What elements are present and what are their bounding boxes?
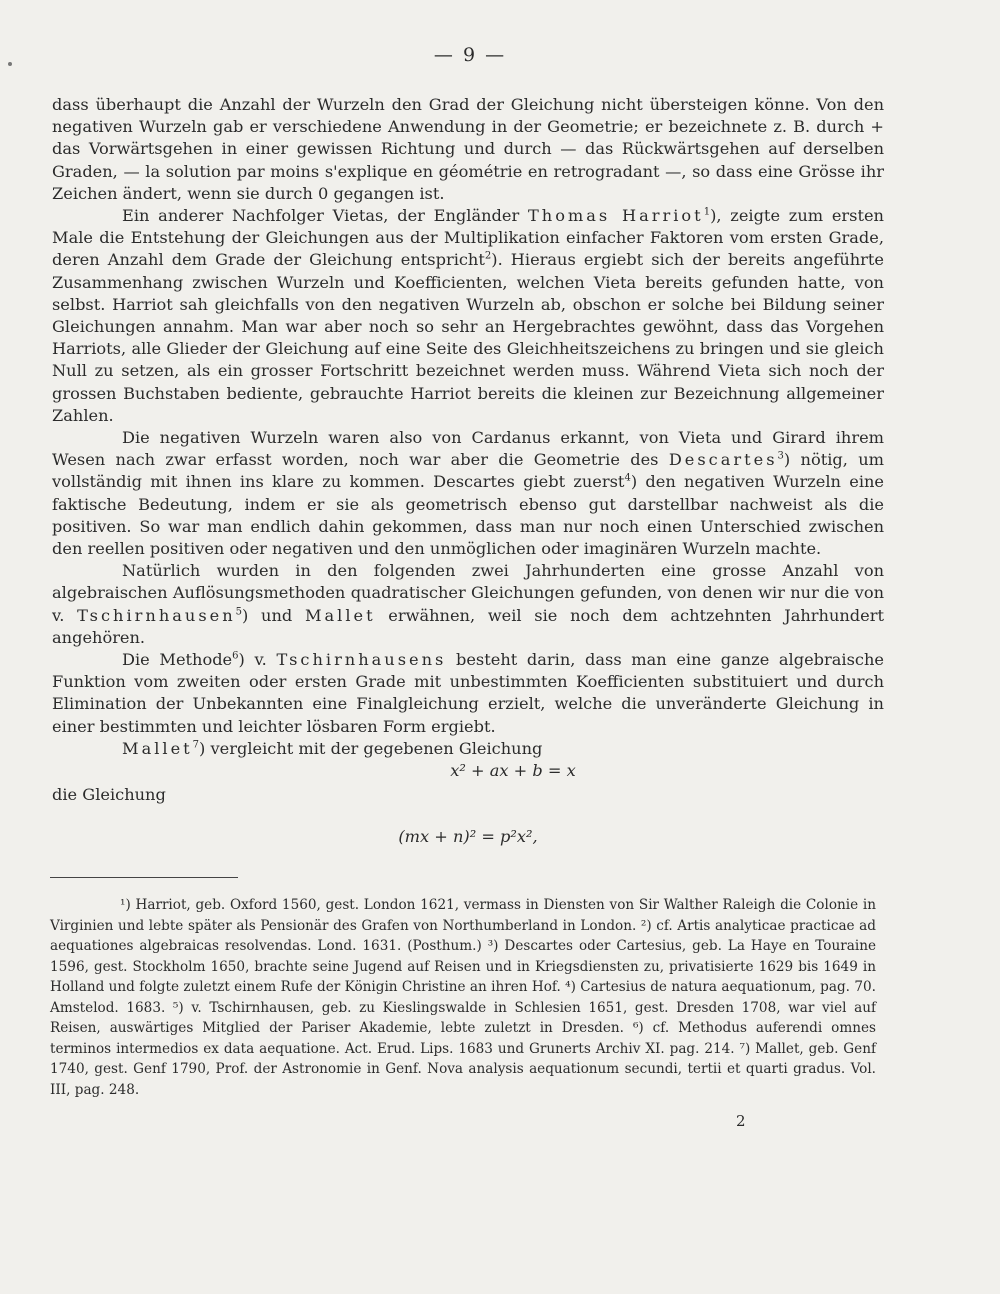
footnote-ref-3: 3 <box>777 450 784 462</box>
page-number: — 9 — <box>433 44 507 66</box>
footnote-divider <box>50 877 238 878</box>
equation-1 <box>52 760 884 784</box>
paragraph-4-middle: ) und <box>242 605 305 625</box>
paragraph-1: dass überhaupt die Anzahl der Wurzeln den Grad der Gleichung nicht übersteigen könne. Von den negativen Wurzeln gab er verschiedene Anwendung in der Geometrie; er bezeichnete z. B. durch + das Vorwärtsgehen in einer gewissen Richtung und durch — das Rückwärtsgehen auf derselben Graden, — la solution par moins s'explique en géométrie en retrogradant —, so dass eine Grösse ihr Zeichen ändert, wenn sie durch 0 gegangen ist. <box>52 95 884 203</box>
paragraph-3 <box>52 427 884 560</box>
paragraph-2-middle: ), zeigte zum ersten Male die Entstehung der Gleichungen aus der Multiplikation einfacher Faktoren vom ersten Grade, deren Anzahl dem Grade der Gleichung entspricht <box>52 206 884 270</box>
paragraph-5 <box>52 649 884 738</box>
name-descartes: Descartes <box>668 450 778 470</box>
body-text <box>52 94 884 856</box>
paragraph-5-middle: ) v. <box>238 650 277 670</box>
name-tschirnhausens: Tschirnhausens <box>276 650 447 670</box>
paragraph-5-start: Die Methode <box>122 650 233 670</box>
paragraph-4-end: erwähnen, weil sie noch dem achtzehnten Jahrhundert angehören. <box>52 605 884 647</box>
signature-mark: 2 <box>736 1112 746 1130</box>
paragraph-6 <box>52 738 884 760</box>
equation-label: die Gleichung <box>52 785 166 805</box>
paragraph-2-start: Ein anderer Nachfolger Vietas, der Engländer <box>122 206 528 226</box>
footnotes <box>50 895 876 1100</box>
paragraph-6-end: ) vergleicht mit der gegebenen Gleichung <box>199 738 543 758</box>
footnote-ref-6: 6 <box>232 650 239 662</box>
paragraph-5-end: besteht darin, dass man eine ganze algebraische Funktion vom zweiten oder ersten Grade mit unbestimmten Koefficienten substituiert und durch Elimination der Unbekannten eine Finalgleichung erzielt, welche die unveränderte Gleichung in einer bestimmten und leichter lösbaren Form ergiebt. <box>52 650 884 736</box>
footnote-ref-7: 7 <box>192 739 200 751</box>
paragraph-4-start: Natürlich wurden in den folgenden zwei Jahrhunderten eine grosse Anzahl von algebraischen Auflösungsmethoden quadratischer Gleichungen gefunden, von denen wir nur die von v. <box>52 561 884 625</box>
name-tschirnhausen: Tschirnhausen <box>77 605 236 625</box>
paragraph-2-end: ). Hieraus ergiebt sich der bereits angeführte Zusammenhang zwischen Wurzeln und Koefficienten, welchen Vieta bereits gefunden hatte, von selbst. Harriot sah gleichfalls von den negativen Wurzeln ab, obschon er solche bei Bildung seiner Gleichungen annahm. Man war aber noch so sehr an Hergebrachtes gewöhnt, dass das Vorgehen Harriots, alle Glieder der Gleichung auf eine Seite des Gleichheitszeichens zu bringen und sie gleich Null zu setzen, als ein grosser Fortschritt bezeichnet werden muss. Während Vieta sich noch der grossen Buchstaben bediente, gebrauchte Harriot bereits die kleinen zur Bezeichnung allgemeiner Zahlen. <box>52 250 884 425</box>
paragraph-3-end: ) den negativen Wurzeln eine faktische Bedeutung, indem er sie als geometrisch ebenso gut darstellbar nachweist als die positiven. So war man endlich dahin gekommen, dass man nur noch einen Unterschied zwischen den reellen positiven oder negativen und den unmöglichen oder imaginären Wurzeln machte. <box>52 472 884 559</box>
equation-2 <box>52 808 884 856</box>
footnote-ref-5: 5 <box>235 606 243 618</box>
paragraph-3-start: Die negativen Wurzeln waren also von Cardanus erkannt, von Vieta und Girard ihrem Wesen nach zwar erfasst worden, noch war aber die Geometrie des <box>52 428 884 470</box>
footnotes-text: ¹) Harriot, geb. Oxford 1560, gest. London 1621, vermass in Diensten von Sir Walther Raleigh die Colonie in Virginien und lebte später als Pensionär des Grafen von Northumberland in London. ²) cf. Artis analyticae practicae ad aequationes algebraicas resolvendas. Lond. 1631. (Posthum.) ³) Descartes oder Cartesius, geb. La Haye en Touraine 1596, gest. Stockholm 1650, brachte seine Jugend auf Reisen und in Kriegsdiensten zu, privatisierte 1629 bis 1649 in Holland und folgte zuletzt einem Rufe der Königin Christine an ihren Hof. ⁴) Cartesius de natura aequationum, pag. 70. Amstelod. 1683. ⁵) v. Tschirnhausen, geb. zu Kieslingswalde in Schlesien 1651, gest. Dresden 1708, war viel auf Reisen, auswärtiges Mitglied der Pariser Akademie, lebte zuletzt in Dresden. ⁶) cf. Methodus auferendi omnes terminos intermedios ex data aequatione. Act. Erud. Lips. 1683 und Grunerts Archiv XI. pag. 214. ⁷) Mallet, geb. Genf 1740, gest. Genf 1790, Prof. der Astronomie in Genf. Nova analysis aequationum secundi, tertii et quarti gradus. Vol. III, pag. 248. <box>50 897 876 1098</box>
paragraph-4 <box>52 560 884 649</box>
footnote-ref-1: 1 <box>703 206 711 218</box>
name-mallet-2: Mallet <box>122 738 193 758</box>
paragraph-2 <box>52 205 884 427</box>
paragraph-3-middle: ) nötig, um vollständig mit ihnen ins klare zu kommen. Descartes giebt zuerst <box>52 450 884 492</box>
name-mallet: Mallet <box>304 605 376 625</box>
name-harriot: Thomas Harriot <box>527 206 704 226</box>
footnote-ref-2: 2 <box>484 251 492 263</box>
footnote-ref-4: 4 <box>624 473 631 485</box>
equation-label-line <box>52 784 884 808</box>
equation-2-text: (mx + n)² = p²x², <box>398 827 538 847</box>
equation-1-text: x² + ax + b = x <box>450 761 576 781</box>
